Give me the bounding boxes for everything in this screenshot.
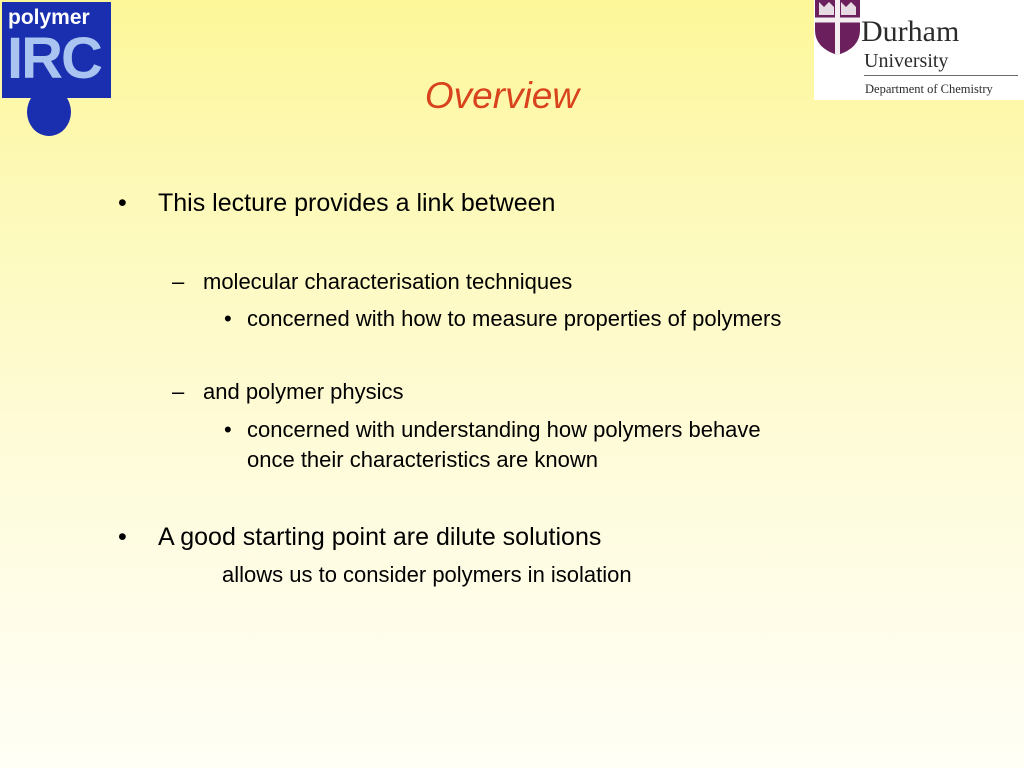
sub-bullet-text: molecular characterisation techniques: [203, 269, 573, 294]
bullet-text: This lecture provides a link between: [158, 189, 556, 217]
bullet-note-text: allows us to consider polymers in isolation: [222, 562, 632, 587]
durham-university-text: University: [864, 50, 949, 72]
slide-title: Overview: [424, 75, 580, 116]
detail-bullet-text-line2: once their characteristics are known: [247, 447, 598, 472]
sub-bullet-text: and polymer physics: [203, 379, 404, 404]
bullet-marker: •: [118, 189, 127, 217]
detail-bullet-marker: •: [224, 306, 232, 331]
sub-bullet-marker: –: [172, 269, 185, 294]
bullet-text: A good starting point are dilute solutions: [158, 523, 602, 551]
detail-bullet-text-line1: concerned with understanding how polymers behave: [247, 417, 761, 442]
sub-bullet-marker: –: [172, 379, 185, 404]
durham-crest-icon: [814, 0, 862, 56]
durham-name: Durham: [861, 15, 960, 48]
detail-bullet-marker: •: [224, 417, 232, 442]
irc-logo-letters: IRC: [7, 26, 101, 91]
irc-logo-word: polymer: [8, 6, 90, 29]
durham-department-text: Department of Chemistry: [865, 82, 993, 96]
detail-bullet-text: concerned with how to measure properties of polymers: [247, 306, 782, 331]
bullet-marker: •: [118, 523, 127, 551]
